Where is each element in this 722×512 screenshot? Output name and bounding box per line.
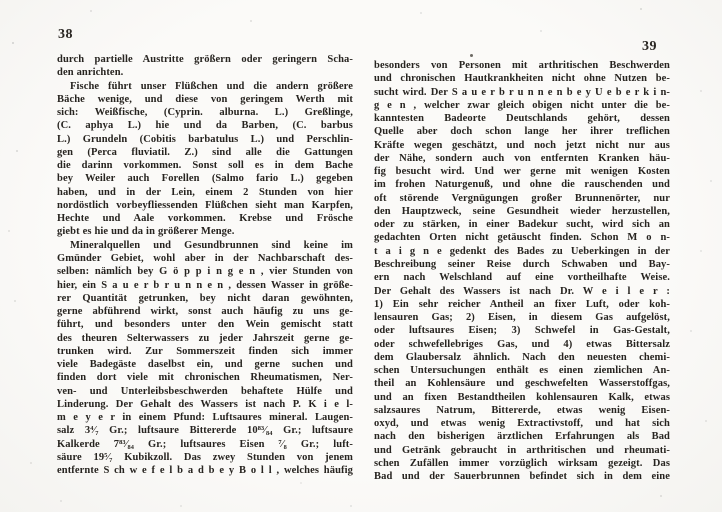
- text-line: schen Zufällen immer vorzüglich wirksam gezeigt. Das: [374, 457, 670, 469]
- text-line: Kräfte wegen geschätzt, und noch jetzt nicht nur aus: [374, 139, 670, 151]
- text-line: kanntesten Badeorte Deutschlands gehört, dessen: [374, 113, 670, 125]
- scan-speck: [700, 90, 702, 92]
- text-line: oft störende Vergnügungen großer Brunnenörter, nur: [374, 192, 670, 204]
- text-line: theil an Kohlensäure und geschwefelten Wasserstoffgas,: [374, 378, 670, 390]
- text-line: selben: nämlich bey G ö p p i n g e n , vier Stunden von: [57, 266, 353, 278]
- scan-speck: [350, 505, 352, 507]
- text-line: und an fixen Bestandtheilen kohlensauren Kalk, etwas: [374, 391, 670, 403]
- text-line: Der Gehalt des Wassers ist nach Dr. W e i l e r :: [374, 285, 670, 297]
- scan-speck: [8, 230, 10, 232]
- text-line: gen (Perca fluviatil. Z.) sind alle die Gattungen: [57, 146, 353, 158]
- scan-speck: [16, 150, 18, 152]
- text-line: entfernte S ch w e f e l b a d b e y B o l l , welches häufig: [57, 465, 353, 477]
- text-line: dem Glaubersalz ähnlich. Nach den neuesten chemi-: [374, 351, 670, 363]
- scan-speck: [300, 482, 302, 484]
- text-line: und Getränk gebraucht in arthritischen und rheumati-: [374, 444, 670, 456]
- text-line: salzsaures Natrum, Bittererde, etwas wenig Eisen-: [374, 404, 670, 416]
- page-number-right: 39: [642, 39, 657, 54]
- scan-speck: [470, 54, 473, 57]
- text-line: Mineralquellen und Gesundbrunnen sind keine im: [70, 239, 353, 251]
- text-line: durch partielle Austritte größern oder geringern Scha-: [57, 54, 353, 65]
- text-line: der Nähe, sondern auch von entfernten Kranken häu-: [374, 152, 670, 164]
- text-line: giebt es hie und da in größerer Menge.: [57, 226, 235, 238]
- text-line: salz 3⁴⁄₇ Gr.; luftsaure Bittererde 10⁸³⁄₈₄ Gr.; luftsaure: [57, 425, 353, 437]
- text-line: ven- und Unterleibsbeschwerden behaftete Hülfe und: [57, 385, 353, 397]
- text-line: besonders von Personen mit arthritischen Beschwerden: [374, 60, 670, 71]
- text-line: schen Untersuchungen enthält es einen ziemlichen An-: [374, 365, 670, 377]
- text-line: Bäche wenige, und diese von geringem Werth mit: [57, 93, 353, 105]
- text-line: g e n , welcher zwar gleich obigen nicht unter die be-: [374, 99, 670, 111]
- scan-speck: [12, 42, 14, 44]
- text-line: 1) Ein sehr reicher Antheil an fixer Luft, oder koh-: [374, 298, 670, 310]
- text-line: hier, ein S a u e r b r u n n e n , dessen Wasser in größe-: [57, 279, 353, 291]
- text-line: gerne abführend wirkt, sonst auch häufig zu uns ge-: [57, 306, 353, 318]
- scan-speck: [660, 495, 662, 497]
- scan-speck: [60, 500, 62, 502]
- text-line: oxyd, und etwas wenig Extractivstoff, und hat sich: [374, 418, 670, 430]
- text-line: im frohen Naturgenuß, und ohne die rauschenden und: [374, 179, 670, 191]
- scan-speck: [640, 8, 642, 10]
- text-line: oder luftsaures Eisen; 3) Schwefel in Gas-Gestalt,: [374, 325, 670, 337]
- text-line: Bad und der Sauerbrunnen befindet sich in dem eine: [374, 471, 670, 483]
- text-line: ern nach Welschland auf eine vortheilhafte Weise.: [374, 272, 670, 284]
- scan-speck: [690, 330, 692, 332]
- text-line: den Hauptzweck, seine Gesundheit wieder herzustellen,: [374, 205, 670, 217]
- text-line: rer Quantität getrunken, bey nicht daran gewöhnten,: [57, 292, 353, 304]
- text-line: gedachten Orten nicht getäuscht finden. Schon M o n-: [374, 232, 670, 244]
- scan-speck: [14, 300, 16, 302]
- text-line: Linderung. Der Gehalt des Wassers ist nach P. K i e l-: [57, 398, 353, 410]
- text-line: trunken wird. Zur Sommerszeit finden sich immer: [57, 345, 353, 357]
- text-line: den anrichten.: [57, 67, 124, 79]
- text-line: fig besucht wird. Und wer gerne mit wenigen Kosten: [374, 166, 670, 178]
- scan-speck: [30, 462, 32, 464]
- scan-speck: [90, 10, 92, 12]
- text-line: (C. aphya L.) hie und da Barben, (C. barbus: [57, 120, 353, 132]
- text-line: die darinn vorkommen. Sonst soll es in dem Bache: [57, 160, 353, 172]
- text-line: t a i g n e gedenkt des Bades zu Ueberkingen in der: [374, 245, 670, 257]
- scan-speck: [710, 180, 712, 182]
- text-line: und chronischen Hautkrankheiten nicht ohne Nutzen be-: [374, 73, 670, 85]
- text-line: oder schwefellebriges Gas, und 4) etwas Bittersalz: [374, 338, 670, 350]
- text-line: Kalkerde 7⁸³⁄₈₄ Gr.; luftsaures Eisen ⁷⁄₈ Gr.; luft-: [57, 438, 353, 450]
- text-line: Quelle aber doch schon lange her ihrer treflichen: [374, 126, 670, 138]
- text-line: säure 19⁵⁄₇ Kubikzoll. Das zwey Stunden von jenem: [57, 451, 353, 463]
- text-line: finden dort viele mit chronischen Rheumatismen, Ner-: [57, 372, 353, 384]
- text-line: bey Weiler auch Forellen (Salmo fario L.) gegeben: [57, 173, 353, 185]
- text-line: Beschreibung seiner Reise durch Schwaben und Bay-: [374, 258, 670, 270]
- text-line: nordöstlich vorbeyfliessenden Flüßchen sieht man Karpfen,: [57, 199, 353, 211]
- text-line: nach den bisherigen ärztlichen Erfahrungen als Bad: [374, 431, 670, 443]
- text-column-page-39: [374, 59, 670, 484]
- text-column-page-38: [57, 53, 353, 478]
- text-line: oder zu stärken, in einer Badekur sucht, wird sich an: [374, 219, 670, 231]
- scan-speck: [180, 505, 182, 507]
- scan-speck: [250, 20, 252, 22]
- text-line: sucht wird. Der S a u e r b r u n n e n b e y U e b e r k i n-: [374, 86, 670, 98]
- text-line: des theuren Selterwassers zu jeder Jahrszeit gerne ge-: [57, 332, 353, 344]
- text-line: Gmünder Gebiet, wohl aber in der Nachbarschaft des-: [57, 252, 353, 264]
- text-line: Hechte und Aale vorkommen. Krebse und Frösche: [57, 213, 353, 225]
- text-line: lensauren Gas; 2) Eisen, in diesem Gas aufgelöst,: [374, 312, 670, 324]
- text-line: haben, und in der Lein, einem 2 Stunden von hier: [57, 186, 353, 198]
- scan-speck: [420, 12, 422, 14]
- text-line: viele Badegäste daselbst ein, und gerne suchen und: [57, 359, 353, 371]
- text-line: führt, und besonders unter den Wein gemischt statt: [57, 319, 353, 331]
- text-line: Fische führt unser Flüßchen und die andern größere: [70, 80, 353, 92]
- page-number-left: 38: [58, 27, 73, 42]
- text-line: sich: Weißfische, (Cyprin. alburna. L.) Greßlinge,: [57, 107, 353, 119]
- scan-speck: [705, 420, 707, 422]
- text-line: m e y e r in einem Pfund: Luftsaures mineral. Laugen-: [57, 412, 353, 424]
- scan-speck: [540, 30, 542, 32]
- scan-speck: [700, 250, 702, 252]
- text-line: L.) Grundeln (Cobitis barbatulus L.) und Perschlin-: [57, 133, 353, 145]
